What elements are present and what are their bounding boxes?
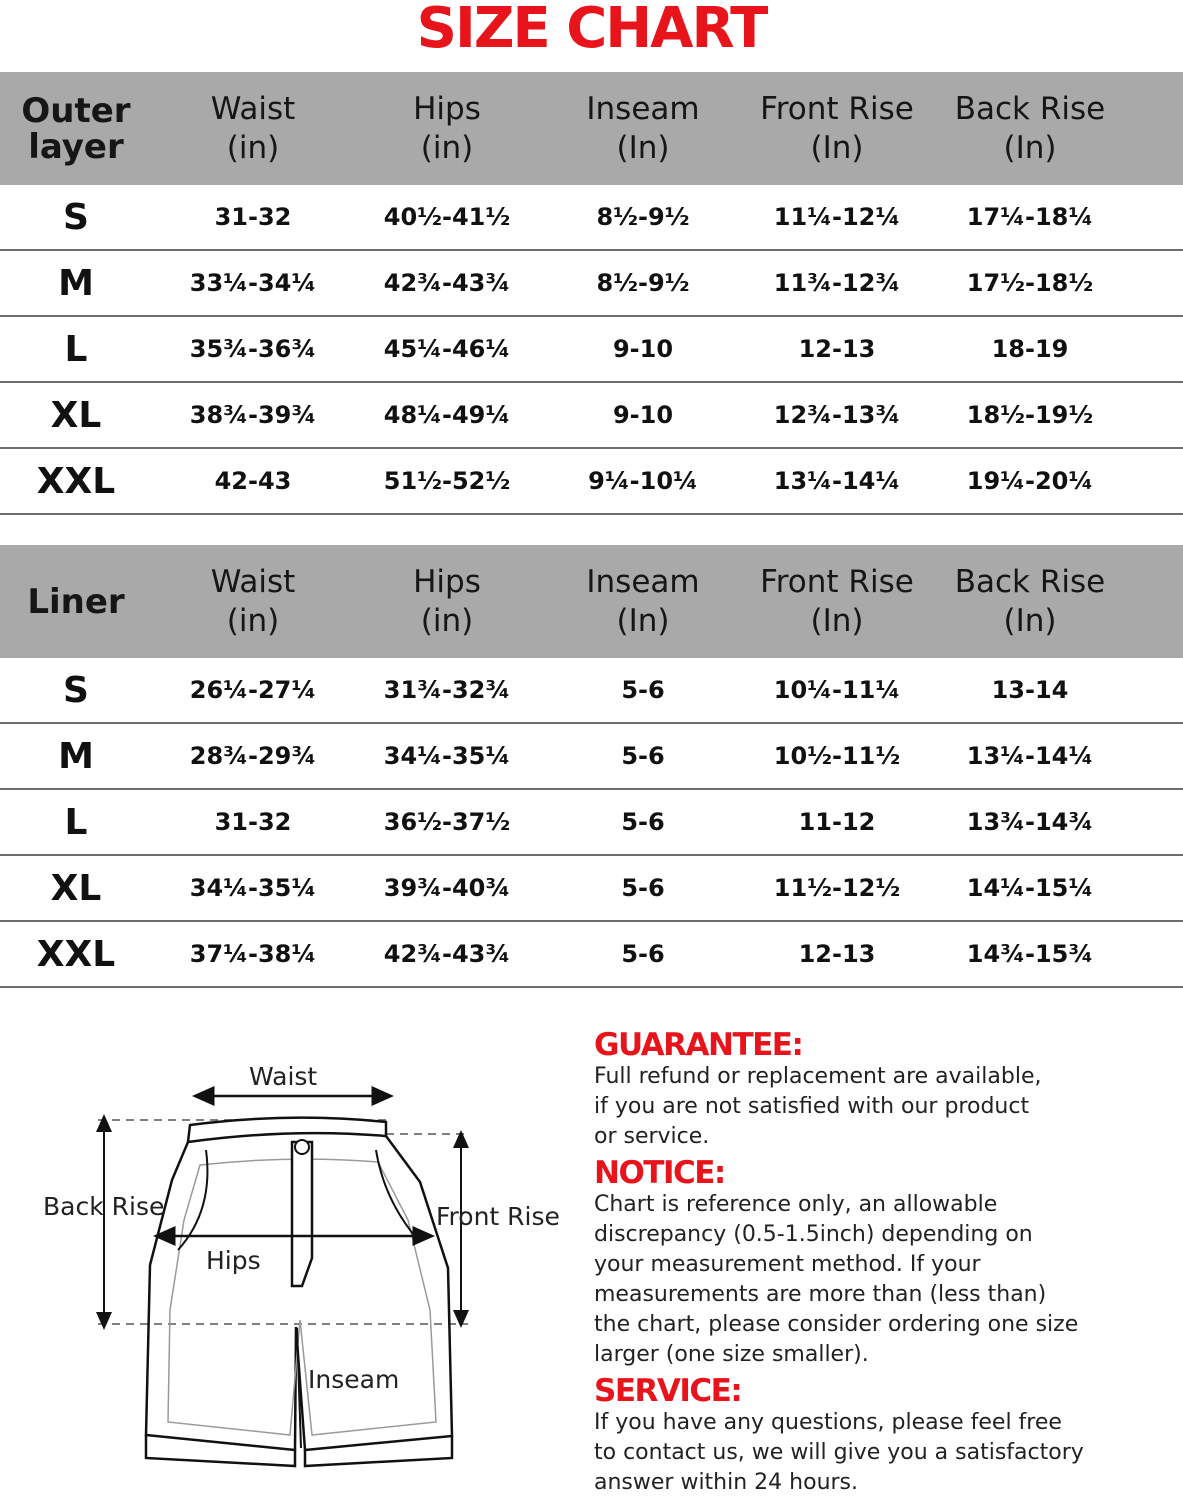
header-text: Hips	[413, 563, 481, 600]
measurement-cell: 9-10	[612, 335, 674, 363]
size-label: XL	[50, 394, 102, 436]
info-line: to contact us, we will give you a satisfactory	[594, 1440, 1084, 1465]
header-unit: (In)	[1003, 602, 1057, 639]
measurement-cell: 31¾-32¾	[383, 676, 511, 704]
header-front-rise	[742, 545, 932, 658]
table-row	[0, 790, 1183, 856]
info-line: your measurement method. If your	[594, 1252, 981, 1277]
measurement-cell: 12¾-13¾	[773, 401, 901, 429]
measurement-cell: 40½-41½	[383, 203, 511, 231]
header-inseam	[548, 545, 738, 658]
size-label: XXL	[36, 933, 116, 975]
table-row	[0, 383, 1183, 449]
measurement-cell: 42¾-43¾	[383, 940, 511, 968]
outer-layer-table	[0, 72, 1183, 515]
measurement-cell: 5-6	[621, 874, 665, 902]
measurement-cell: 31-32	[214, 808, 292, 836]
table-header	[0, 72, 1183, 185]
page-title: SIZE CHART	[416, 0, 767, 61]
measurement-cell: 9-10	[612, 401, 674, 429]
header-hips	[352, 545, 542, 658]
info-line: measurements are more than (less than)	[594, 1282, 1047, 1307]
measurement-cell: 8½-9½	[596, 203, 690, 231]
button-icon	[295, 1140, 309, 1154]
measurement-cell: 37¼-38¼	[189, 940, 317, 968]
info-line: larger (one size smaller).	[594, 1342, 869, 1367]
guarantee-heading: GUARANTEE:	[594, 1027, 803, 1063]
size-label: M	[58, 735, 94, 777]
table-body	[0, 658, 1183, 988]
header-text: Liner	[27, 581, 125, 622]
table-row	[0, 724, 1183, 790]
table-row	[0, 658, 1183, 724]
header-text: Outer	[21, 90, 131, 131]
header-liner	[0, 545, 152, 658]
right-pocket	[376, 1150, 418, 1240]
header-unit: (in)	[226, 602, 280, 639]
measurement-cell: 10½-11½	[773, 742, 901, 770]
header-text: Inseam	[586, 90, 700, 127]
guarantee-text	[594, 1062, 1174, 1152]
header-waist	[158, 545, 348, 658]
measurement-cell: 17¼-18¼	[966, 203, 1094, 231]
waist-label: Waist	[249, 1062, 318, 1091]
measurement-cell: 11½-12½	[773, 874, 901, 902]
table-row	[0, 185, 1183, 251]
table-row	[0, 856, 1183, 922]
table-row	[0, 922, 1183, 988]
shorts-illustration	[0, 1050, 590, 1500]
measurement-cell: 35¾-36¾	[189, 335, 317, 363]
measurement-cell: 42¾-43¾	[383, 269, 511, 297]
measurement-cell: 18-19	[991, 335, 1069, 363]
table-row	[0, 317, 1183, 383]
measurement-cell: 5-6	[621, 808, 665, 836]
size-label: M	[58, 262, 94, 304]
measurement-cell: 18½-19½	[966, 401, 1094, 429]
header-outer-layer	[0, 72, 152, 185]
left-hem	[146, 1435, 295, 1466]
header-unit: (In)	[810, 129, 864, 166]
header-unit: (in)	[226, 129, 280, 166]
measurement-cell: 39¾-40¾	[383, 874, 511, 902]
header-unit: (In)	[616, 129, 670, 166]
measurement-cell: 8½-9½	[596, 269, 690, 297]
measurement-cell: 33¼-34¼	[189, 269, 317, 297]
table-body	[0, 185, 1183, 515]
measurement-cell: 38¾-39¾	[189, 401, 317, 429]
hips-label: Hips	[206, 1246, 261, 1275]
waistband	[188, 1118, 386, 1142]
service-text	[594, 1408, 1174, 1498]
info-line: or service.	[594, 1124, 710, 1149]
info-line: Chart is reference only, an allowable	[594, 1192, 998, 1217]
header-text: Inseam	[586, 563, 700, 600]
info-panel	[594, 1028, 1174, 1502]
header-unit: (In)	[616, 602, 670, 639]
measurement-cell: 51½-52½	[383, 467, 511, 495]
measurement-cell: 13¾-14¾	[966, 808, 1094, 836]
size-label: S	[63, 196, 89, 238]
measurement-cell: 11¾-12¾	[773, 269, 901, 297]
measurement-cell: 14¾-15¾	[966, 940, 1094, 968]
measurement-cell: 26¼-27¼	[189, 676, 317, 704]
header-text: layer	[28, 126, 124, 167]
liner-table	[0, 545, 1183, 988]
table-header	[0, 545, 1183, 658]
measurement-cell: 48¼-49¼	[383, 401, 511, 429]
fly-placket	[292, 1142, 312, 1286]
front-rise-label: Front Rise	[436, 1202, 560, 1231]
header-text: Back Rise	[954, 563, 1106, 600]
header-unit: (In)	[810, 602, 864, 639]
header-back-rise	[935, 545, 1125, 658]
measurement-cell: 36½-37½	[383, 808, 511, 836]
info-line: Full refund or replacement are available,	[594, 1064, 1042, 1089]
measurement-cell: 5-6	[621, 742, 665, 770]
measurement-cell: 17½-18½	[966, 269, 1094, 297]
measurement-cell: 12-13	[798, 940, 876, 968]
info-line: If you have any questions, please feel free	[594, 1410, 1062, 1435]
service-heading: SERVICE:	[594, 1373, 742, 1409]
header-front-rise	[742, 72, 932, 185]
header-text: Hips	[413, 90, 481, 127]
measurement-cell: 5-6	[621, 940, 665, 968]
header-text: Front Rise	[760, 90, 914, 127]
table-row	[0, 251, 1183, 317]
measurement-cell: 13-14	[991, 676, 1069, 704]
measurement-cell: 11-12	[798, 808, 876, 836]
measurement-cell: 10¼-11¼	[773, 676, 901, 704]
header-unit: (in)	[420, 602, 474, 639]
header-waist	[158, 72, 348, 185]
size-label: XXL	[36, 460, 116, 502]
header-unit: (In)	[1003, 129, 1057, 166]
size-label: S	[63, 669, 89, 711]
measurement-cell: 13¼-14¼	[966, 742, 1094, 770]
header-back-rise	[935, 72, 1125, 185]
measurement-cell: 19¼-20¼	[966, 467, 1094, 495]
measurement-cell: 45¼-46¼	[383, 335, 511, 363]
right-hem	[305, 1436, 452, 1466]
measurement-cell: 5-6	[621, 676, 665, 704]
measurement-cell: 31-32	[214, 203, 292, 231]
size-label: L	[64, 328, 88, 370]
measurement-diagram	[0, 1050, 590, 1500]
back-rise-label: Back Rise	[43, 1192, 165, 1221]
notice-text	[594, 1190, 1174, 1370]
measurement-cell: 42-43	[214, 467, 292, 495]
measurement-cell: 9¼-10¼	[588, 467, 698, 495]
info-line: answer within 24 hours.	[594, 1470, 859, 1495]
size-label: L	[64, 801, 88, 843]
measurement-cell: 34¼-35¼	[383, 742, 511, 770]
measurement-cell: 28¾-29¾	[189, 742, 317, 770]
info-line: if you are not satisfied with our product	[594, 1094, 1030, 1119]
notice-heading: NOTICE:	[594, 1155, 725, 1191]
measurement-cell: 14¼-15¼	[966, 874, 1094, 902]
measurement-cell: 12-13	[798, 335, 876, 363]
inseam-label: Inseam	[308, 1365, 400, 1394]
measurement-cell: 13¼-14¼	[773, 467, 901, 495]
header-text: Front Rise	[760, 563, 914, 600]
info-line: discrepancy (0.5-1.5inch) depending on	[594, 1222, 1033, 1247]
header-inseam	[548, 72, 738, 185]
size-label: XL	[50, 867, 102, 909]
header-text: Waist	[210, 563, 296, 600]
header-text: Waist	[210, 90, 296, 127]
measurement-cell: 34¼-35¼	[189, 874, 317, 902]
measurement-cell: 11¼-12¼	[773, 203, 901, 231]
table-row	[0, 449, 1183, 515]
header-text: Back Rise	[954, 90, 1106, 127]
header-unit: (in)	[420, 129, 474, 166]
header-hips	[352, 72, 542, 185]
info-line: the chart, please consider ordering one size	[594, 1312, 1079, 1337]
